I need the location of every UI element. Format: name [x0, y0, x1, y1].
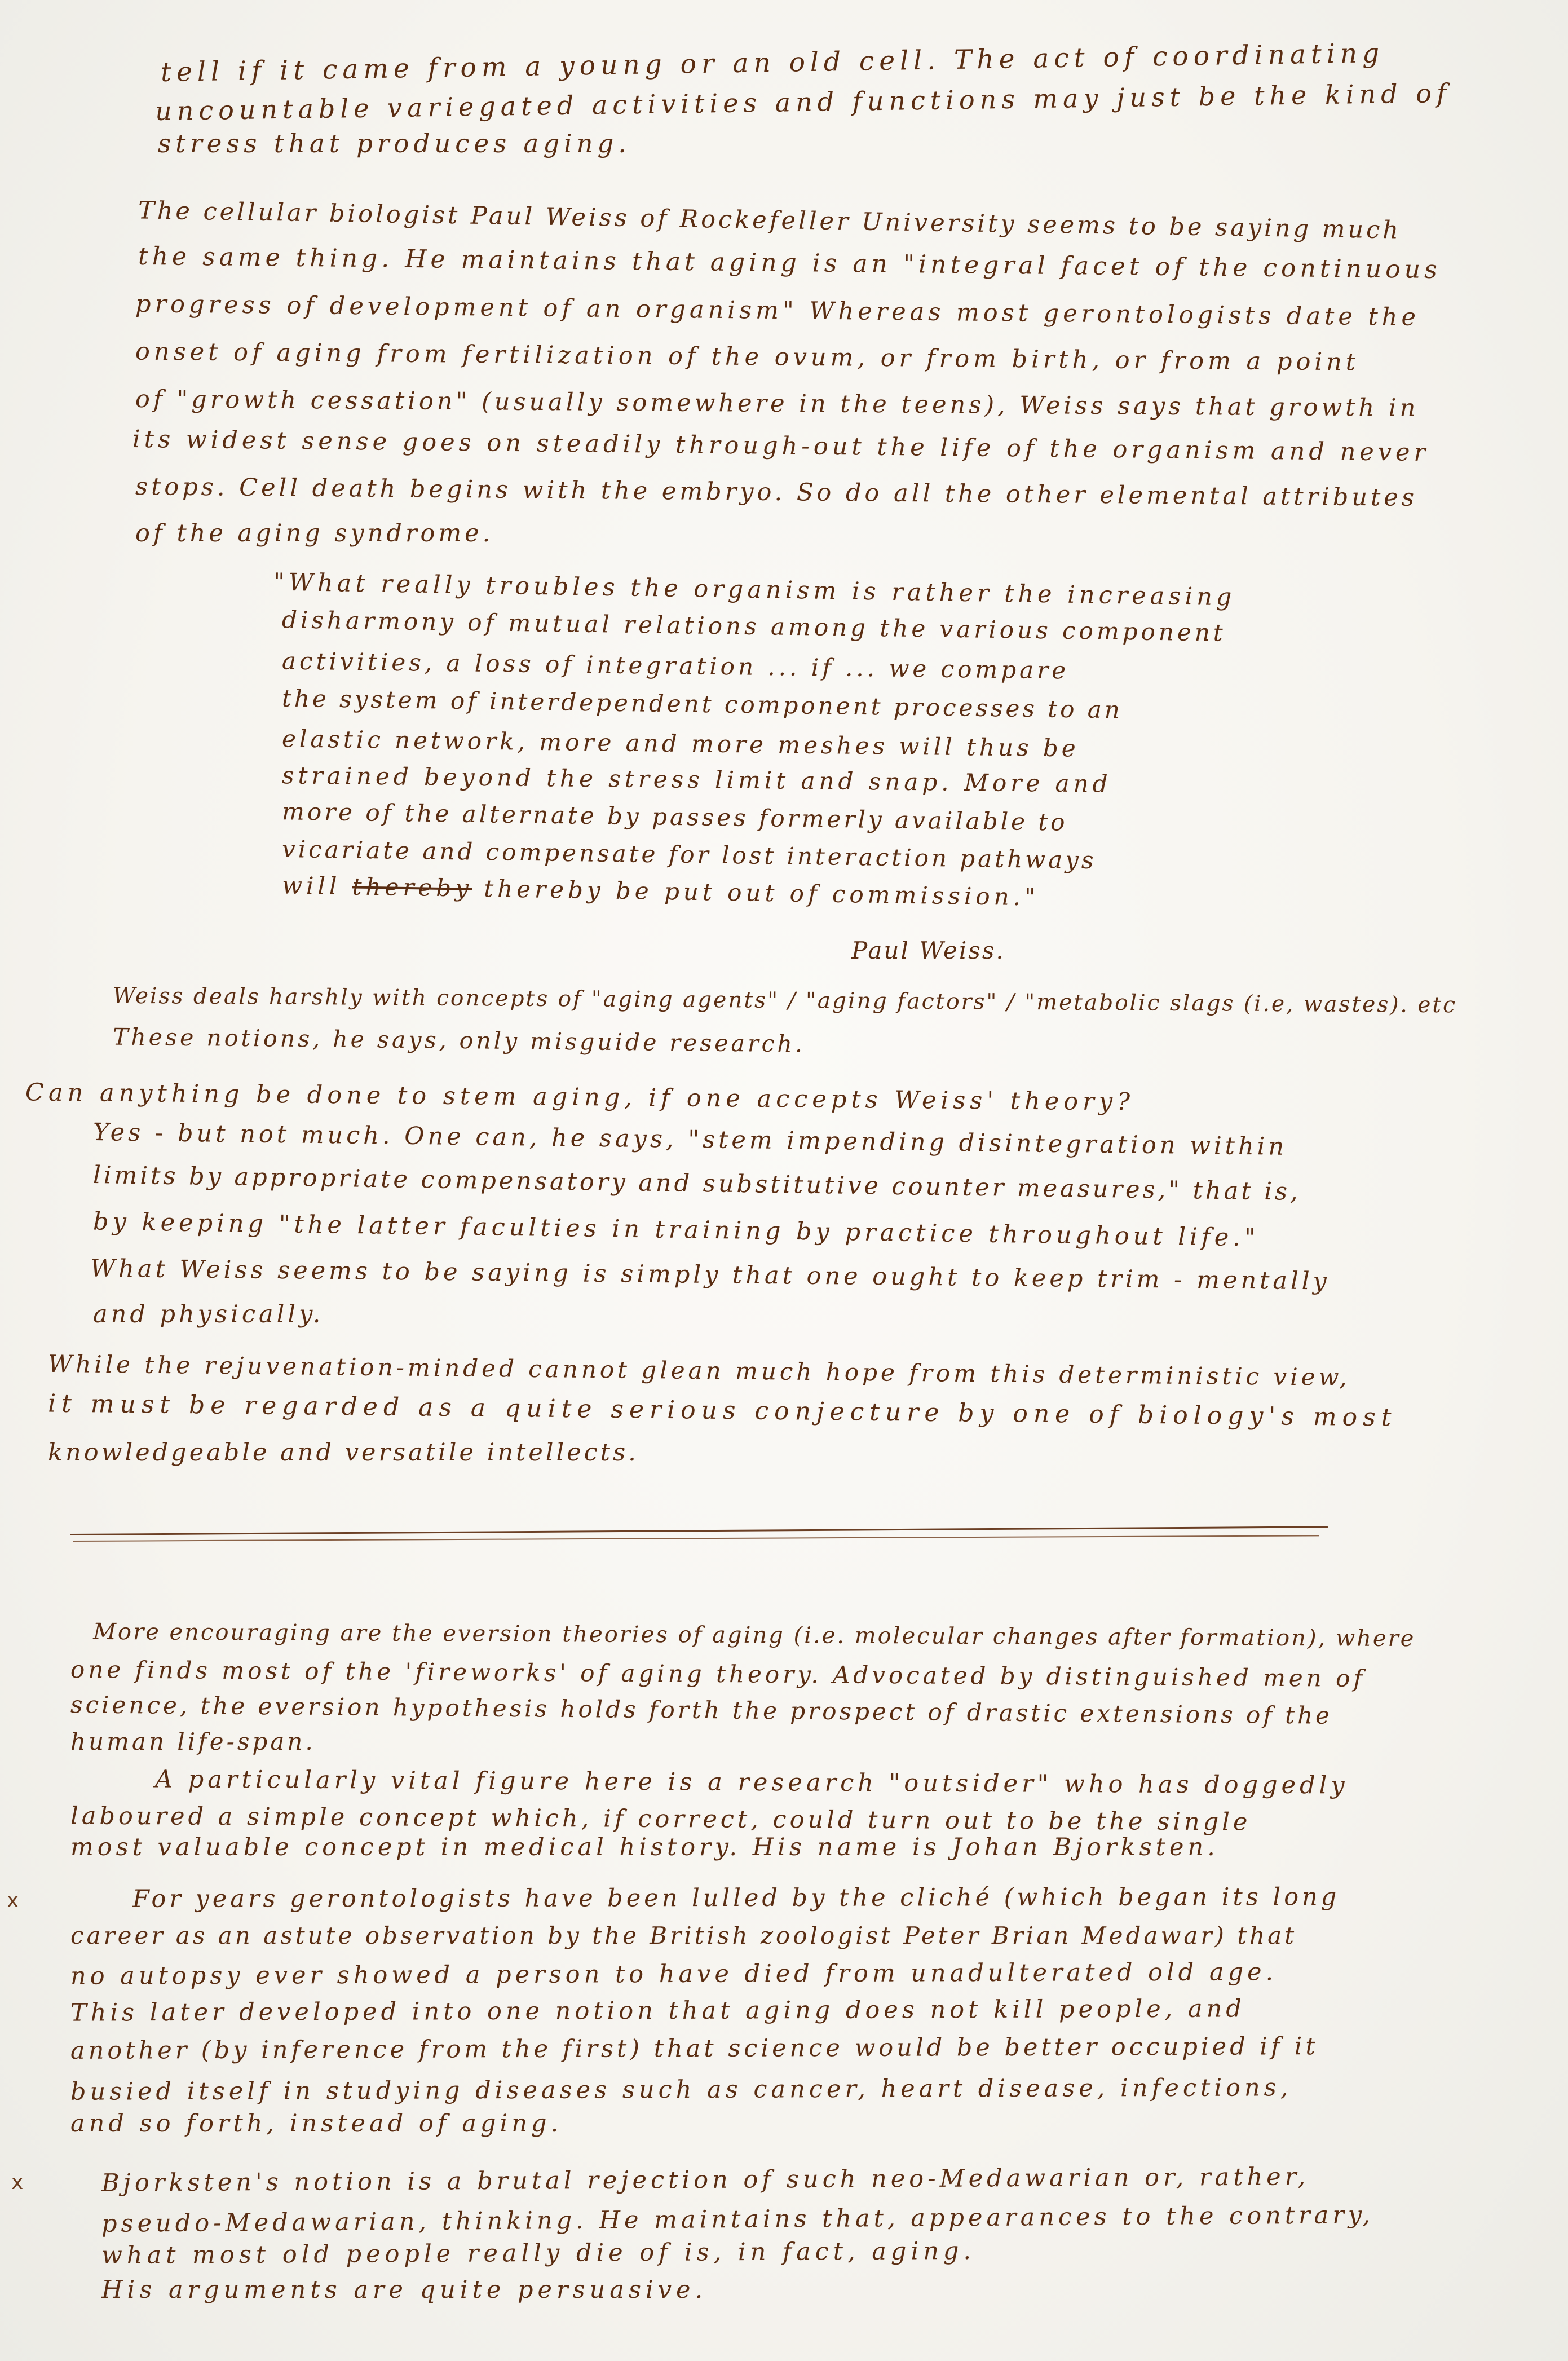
text-line: knowledgeable and versatile intellects. — [48, 1438, 639, 1467]
text-line: Can anything be done to stem aging, if one accepts Weiss' theory? — [25, 1078, 1135, 1116]
margin-x-mark: x — [7, 1889, 19, 1912]
text-line: most valuable concept in medical history. His name is Johan Bjorksten. — [70, 1833, 1219, 1861]
text-line: Bjorksten's notion is a brutal rejection of such neo-Medawarian or, rather, — [101, 2163, 1310, 2197]
text-line: While the rejuvenation-minded cannot glean much hope from this deterministic view, — [47, 1349, 1351, 1392]
text-line: of the aging syndrome. — [135, 519, 494, 548]
quote-line: activities, a loss of integration ... if ... we compare — [281, 647, 1070, 685]
text-line: His arguments are quite persuasive. — [101, 2276, 708, 2304]
text-line: pseudo-Medawarian, thinking. He maintains that, appearances to the contrary, — [101, 2201, 1375, 2238]
text-line: what most old people really die of is, in fact, aging. — [101, 2236, 976, 2270]
text-line: What Weiss seems to be saying is simply that one ought to keep trim - mentally — [90, 1254, 1331, 1296]
text-line: uncountable variegated activities and functions may just be the kind of — [154, 77, 1452, 127]
text-line: onset of aging from fertilization of the ovum, or from birth, or from a point — [135, 337, 1360, 377]
quote-line: vicariate and compensate for lost interaction pathways — [281, 835, 1097, 875]
text-line: tell if it came from a young or an old cell. The act of coordinating — [160, 37, 1385, 89]
struck-word: thereby — [352, 872, 473, 902]
text-line: and so forth, instead of aging. — [70, 2110, 563, 2138]
text-line: the same thing. He maintains that aging is an "integral facet of the continuous — [138, 241, 1441, 285]
text-line: career as an astute observation by the British zoologist Peter Brian Medawar) that — [70, 1922, 1297, 1949]
text-line: busied itself in studying diseases such as cancer, heart disease, infections, — [70, 2073, 1292, 2106]
text-line: by keeping "the latter faculties in training by practice throughout life." — [92, 1207, 1260, 1252]
text-line: The cellular biologist Paul Weiss of Rockefeller University seems to be saying much — [138, 196, 1402, 245]
text-line: it must be regarded as a quite serious conjecture by one of biology's most — [47, 1389, 1397, 1432]
text-line: This later developed into one notion that aging does not kill people, and — [70, 1994, 1245, 2027]
quote-line: elastic network, more and more meshes will thus be — [281, 725, 1079, 762]
text-line: limits by appropriate compensatory and substitutive counter measures," that is, — [92, 1161, 1301, 1206]
text-line: Weiss deals harshly with concepts of "aging agents" / "aging factors" / "metabolic slags (i.e, wastes). etc — [112, 983, 1457, 1018]
text-line: These notions, he says, only misguide research. — [112, 1023, 806, 1058]
text-line: A particularly vital figure here is a research "outsider" who has doggedly — [154, 1765, 1349, 1800]
quote-line: "What really troubles the organism is rather the increasing — [273, 568, 1236, 612]
text-line: no autopsy ever showed a person to have died from unadulterated old age. — [70, 1958, 1278, 1991]
quote-text: thereby be put out of commission." — [472, 874, 1040, 911]
text-line: Yes - but not much. One can, he says, "stem impending disintegration within — [92, 1118, 1288, 1161]
quote-line: more of the alternate by passes formerly available to — [281, 797, 1068, 836]
quote-line: disharmony of mutual relations among the various component — [281, 606, 1227, 647]
text-line: stress that produces aging. — [158, 129, 631, 158]
section-divider-secondary — [73, 1535, 1319, 1542]
text-line: For years gerontologists have been lulled by the cliché (which began its long — [132, 1883, 1340, 1913]
text-line: More encouraging are the eversion theories of aging (i.e. molecular changes after formation), where — [92, 1618, 1416, 1652]
text-line: its widest sense goes on steadily through-out the life of the organism and never — [132, 425, 1430, 467]
text-line: progress of development of an organism" Whereas most gerontologists date the — [135, 290, 1420, 332]
quote-line: the system of interdependent component processes to an — [281, 684, 1123, 724]
quote-line-last — [282, 873, 1040, 909]
text-line: one finds most of the 'fireworks' of aging theory. Advocated by distinguished men of — [70, 1655, 1366, 1693]
quote-line: strained beyond the stress limit and snap. More and — [281, 761, 1112, 798]
text-line: human life-span. — [70, 1728, 316, 1755]
text-line: laboured a simple concept which, if correct, could turn out to be the single — [70, 1802, 1251, 1837]
text-line: science, the eversion hypothesis holds forth the prospect of drastic extensions of the — [70, 1691, 1333, 1729]
text-line: stops. Cell death begins with the embryo. So do all the other elemental attributes — [135, 473, 1418, 512]
text-line: another (by inference from the first) that science would be better occupied if it — [70, 2032, 1319, 2065]
margin-x-mark: x — [11, 2171, 24, 2194]
quote-text: will — [281, 871, 353, 901]
text-line: and physically. — [93, 1300, 324, 1329]
quote-attribution: Paul Weiss. — [851, 937, 1005, 964]
section-divider — [70, 1526, 1328, 1535]
text-line: of "growth cessation" (usually somewhere in the teens), Weiss says that growth in — [135, 385, 1419, 422]
